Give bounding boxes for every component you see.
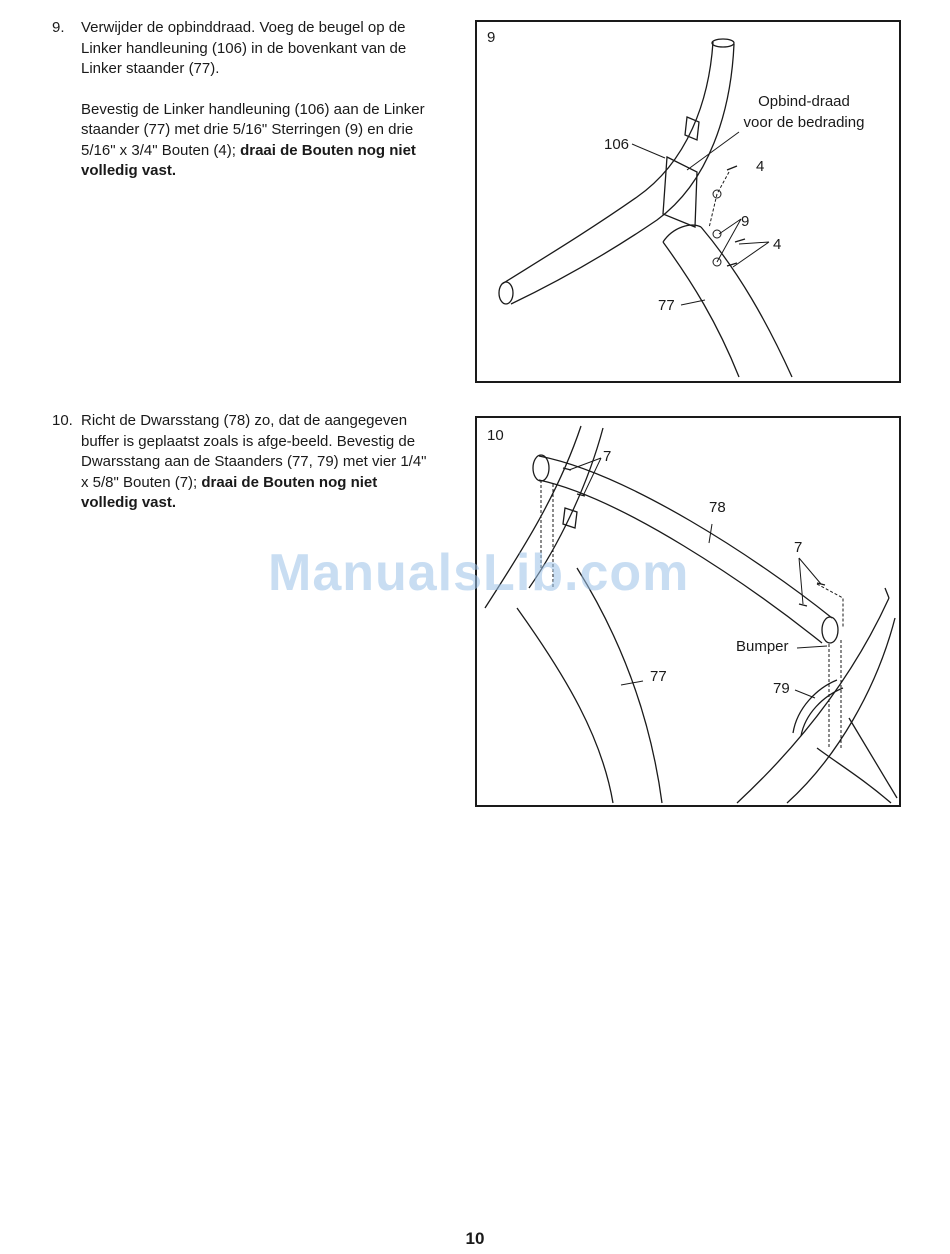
leader-line: [797, 646, 827, 648]
upright-line: [817, 748, 891, 803]
leader-line: [795, 690, 815, 698]
page-number: 10: [465, 1229, 485, 1248]
step-paragraph: Bevestig de Linker handleuning (106) aan de Linker staander (77) met drie 5/16" Sterringen (9) en drie 5/16" x 3/4" Bouten (4); draai de Bouten nog niet volledig vast.: [81, 100, 425, 179]
figure-9: [475, 20, 901, 383]
leader-line: [717, 219, 741, 262]
label-wire-tie: voor de bedrading: [743, 114, 865, 131]
step-body: [81, 411, 432, 514]
label-bolts: 7: [603, 448, 612, 465]
label-bolts: 4: [773, 236, 782, 253]
upright-line: [885, 588, 889, 598]
handrail-line: [502, 42, 713, 284]
handrail-end: [712, 39, 734, 47]
leader-line: [632, 144, 665, 158]
upright-line: [849, 718, 897, 798]
label-crossbar: 78: [709, 499, 726, 516]
wire-harness: [793, 680, 837, 733]
label-bumper: Bumper: [736, 638, 789, 655]
figure-10-drawing: [477, 418, 899, 805]
label-upright: 77: [658, 297, 675, 314]
alignment-line: [709, 172, 729, 228]
bolt: [727, 166, 737, 170]
label-upright: 79: [773, 680, 790, 697]
step-paragraph: Verwijder de opbinddraad. Voeg de beugel op de Linker handleuning (106) in de bovenkant van de Linker staander (77).: [81, 19, 407, 77]
crossbar-end: [822, 617, 838, 643]
leader-line: [799, 558, 821, 604]
handrail-end: [499, 282, 513, 304]
label-washers: 9: [741, 213, 750, 230]
step-number: 9.: [52, 19, 65, 36]
step-warning: draai de Bouten nog niet volledig vast.: [81, 473, 378, 511]
leader-line: [733, 242, 769, 267]
label-handrail: 106: [604, 136, 630, 153]
figure-10: [475, 416, 901, 807]
label-upright: 77: [650, 668, 667, 685]
figure-number: 10: [487, 427, 504, 444]
watermark: ManualsLib.com: [268, 544, 690, 602]
step-body: [81, 18, 432, 182]
figure-number: 9: [487, 29, 496, 46]
step-paragraph: Richt de Dwarsstang (78) zo, dat de aangegeven buffer is geplaatst zoals is afge-beeld. Bevestig de Dwarsstang aan de Staanders (77, 79) met vier 1/4" x 5/8" Bouten (7); draai de Bouten nog niet volledig vast.: [81, 412, 427, 511]
figure-9-drawing: [477, 22, 899, 381]
label-bolts: 7: [794, 539, 803, 556]
upright-line: [517, 608, 613, 803]
handrail-line: [511, 44, 734, 304]
label-wire-tie: Opbind-draad: [758, 93, 850, 110]
bolt: [735, 239, 745, 242]
upright-line: [577, 568, 662, 803]
upright-line: [737, 598, 889, 803]
leader-line: [681, 300, 705, 305]
step-warning: draai de Bouten nog niet volledig vast.: [81, 141, 416, 179]
crossbar-end: [533, 455, 549, 481]
leader-line: [687, 132, 739, 170]
step-number: 10.: [52, 412, 73, 429]
label-bolt: 4: [756, 158, 765, 175]
alignment-line: [817, 584, 843, 628]
